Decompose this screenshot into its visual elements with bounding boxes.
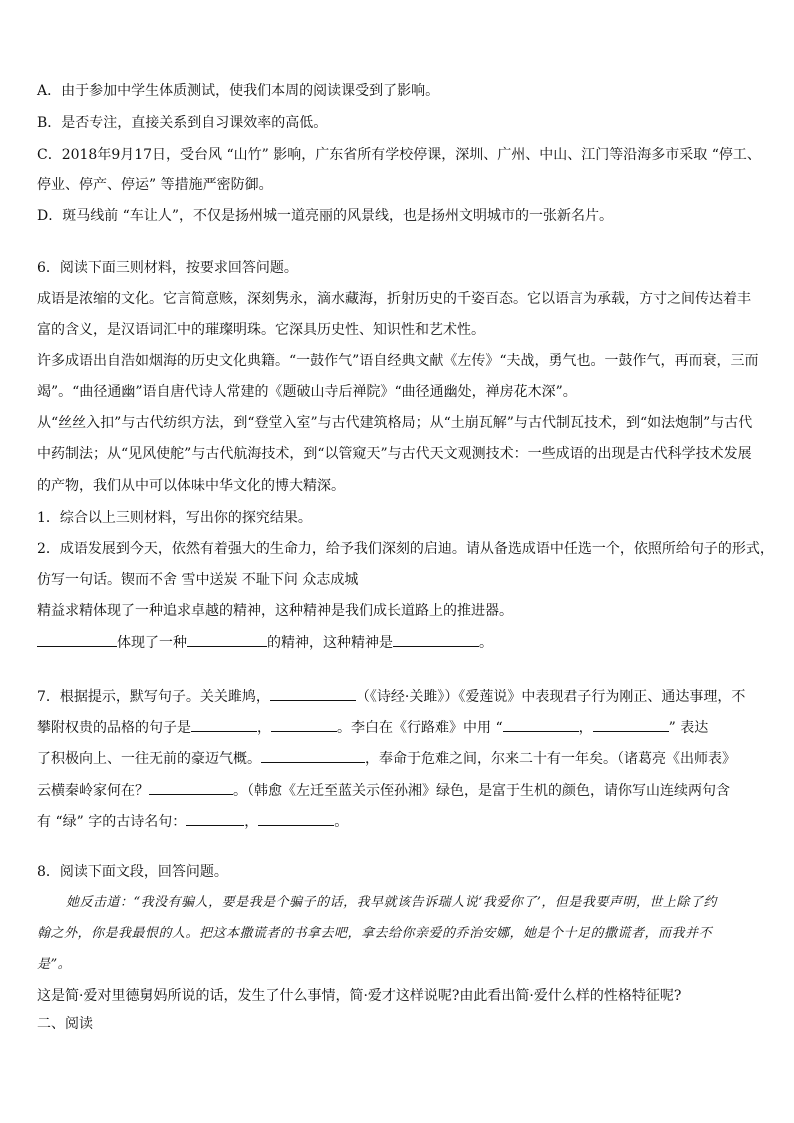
option-d: D．斑马线前 “车让人”，不仅是扬州城一道亮丽的风景线，也是扬州文明城市的一张新名片。 bbox=[37, 208, 613, 224]
answer-blank[interactable] bbox=[261, 748, 365, 763]
answer-blank[interactable] bbox=[191, 717, 257, 732]
q8-quote-line-3: 是”。 bbox=[37, 957, 72, 972]
q7-line-1: 7．根据提示，默写句子。关关雎鸠， （《诗经·关雎》）《爱莲说》中表现君子行为刚正、通达事理，不 bbox=[37, 686, 745, 707]
option-c-line-1: C．2018年9月17日，受台风 “山竹” 影响，广东省所有学校停课，深圳、广州、中山、江门等沿海多市采取 “停工、 bbox=[37, 147, 761, 163]
answer-blank[interactable] bbox=[393, 632, 479, 647]
q6-material-3-line-2: 中药制法；从“见风使舵”与古代航海技术，到“以管窥天”与古代天文观测技术：一些成语的出现是古代科学技术发展 bbox=[37, 446, 752, 462]
q6-material-2-line-2: 竭”。“曲径通幽”语自唐代诗人常建的《题破山寺后禅院》“曲径通幽处，禅房花木深”。 bbox=[37, 384, 577, 400]
q7-line-3: 了积极向上、一往无前的豪迈气概。 ，奉命于危难之间，尔来二十有一年矣。（诸葛亮《出师表》 bbox=[37, 748, 736, 769]
answer-blank[interactable] bbox=[593, 717, 669, 732]
answer-blank[interactable] bbox=[149, 780, 233, 795]
q6-sub-question-1: 1．综合以上三则材料，写出你的探究结果。 bbox=[37, 510, 312, 526]
answer-blank[interactable] bbox=[270, 686, 356, 701]
q7-line-4: 云横秦岭家何在？ 。（韩愈《左迁至蓝关示侄孙湘》绿色，是富于生机的颜色，请你写山连续两句含 bbox=[37, 780, 730, 801]
q8-quote-line-2: 翰之外，你是我最恨的人。把这本撒谎者的书拿去吧，拿去给你亲爱的乔治安娜，她是个十足的撒谎者，而我并不 bbox=[37, 926, 713, 941]
answer-blank[interactable] bbox=[186, 811, 244, 826]
answer-blank[interactable] bbox=[187, 632, 267, 647]
q8-quote-line-1: 她反击道：“我没有骗人，要是我是个骗子的话，我早就该告诉瑞人说‘我爱你了’，但是我要声明，世上除了约 bbox=[66, 895, 717, 910]
q6-material-1-line-1: 成语是浓缩的文化。它言简意赅，深刻隽永，滴水藏海，折射历史的千姿百态。它以语言为承载，方寸之间传达着丰 bbox=[37, 291, 751, 307]
q6-material-3-line-3: 的产物，我们从中可以体味中华文化的博大精深。 bbox=[37, 478, 345, 494]
answer-blank[interactable] bbox=[258, 811, 334, 826]
section-heading: 二、阅读 bbox=[37, 1016, 93, 1032]
q6-example-sentence: 精益求精体现了一种追求卓越的精神，这种精神是我们成长道路上的推进器。 bbox=[37, 603, 513, 619]
option-a: A．由于参加中学生体质测试，使我们本周的阅读课受到了影响。 bbox=[37, 83, 440, 99]
q6-sub-question-2-line-1: 2．成语发展到今天，依然有着强大的生命力，给予我们深刻的启迪。请从备选成语中任选一个，依照所给句子的形式， bbox=[37, 541, 774, 557]
q6-fill-in-line: 体现了一种 的精神，这种精神是 。 bbox=[37, 632, 493, 653]
q8-question: 这是简·爱对里德舅妈所说的话，发生了什么事情，简·爱才这样说呢?由此看出简·爱什么样的性格特征呢? bbox=[37, 988, 682, 1004]
option-b: B．是否专注，直接关系到自习课效率的高低。 bbox=[37, 115, 328, 131]
q6-material-2-line-1: 许多成语出自浩如烟海的历史文化典籍。“一鼓作气”语自经典文献《左传》“夫战，勇气也。一鼓作气，再而衰，三而 bbox=[37, 353, 759, 369]
option-c-line-2: 停业、停产、停运” 等措施严密防御。 bbox=[37, 177, 273, 193]
q6-material-3-line-1: 从“丝丝入扣”与古代纺织方法，到“登堂入室”与古代建筑格局；从“土崩瓦解”与古代制瓦技术，到“如法炮制”与古代 bbox=[37, 415, 753, 431]
q7-line-5: 有 “绿” 字的古诗名句： ， 。 bbox=[37, 811, 348, 832]
q8-heading: 8．阅读下面文段，回答问题。 bbox=[37, 864, 228, 880]
answer-blank[interactable] bbox=[271, 717, 337, 732]
q6-sub-question-2-line-2: 仿写一句话。锲而不舍 雪中送炭 不耻下问 众志成城 bbox=[37, 572, 359, 588]
q6-heading: 6．阅读下面三则材料，按要求回答问题。 bbox=[37, 260, 298, 276]
q7-line-2: 攀附权贵的品格的句子是 ， 。李白在《行路难》中用 “ ， ” 表达 bbox=[37, 717, 708, 738]
q6-material-1-line-2: 富的含义，是汉语词汇中的璀璨明珠。它深具历史性、知识性和艺术性。 bbox=[37, 322, 485, 338]
answer-blank[interactable] bbox=[37, 632, 117, 647]
answer-blank[interactable] bbox=[503, 717, 579, 732]
